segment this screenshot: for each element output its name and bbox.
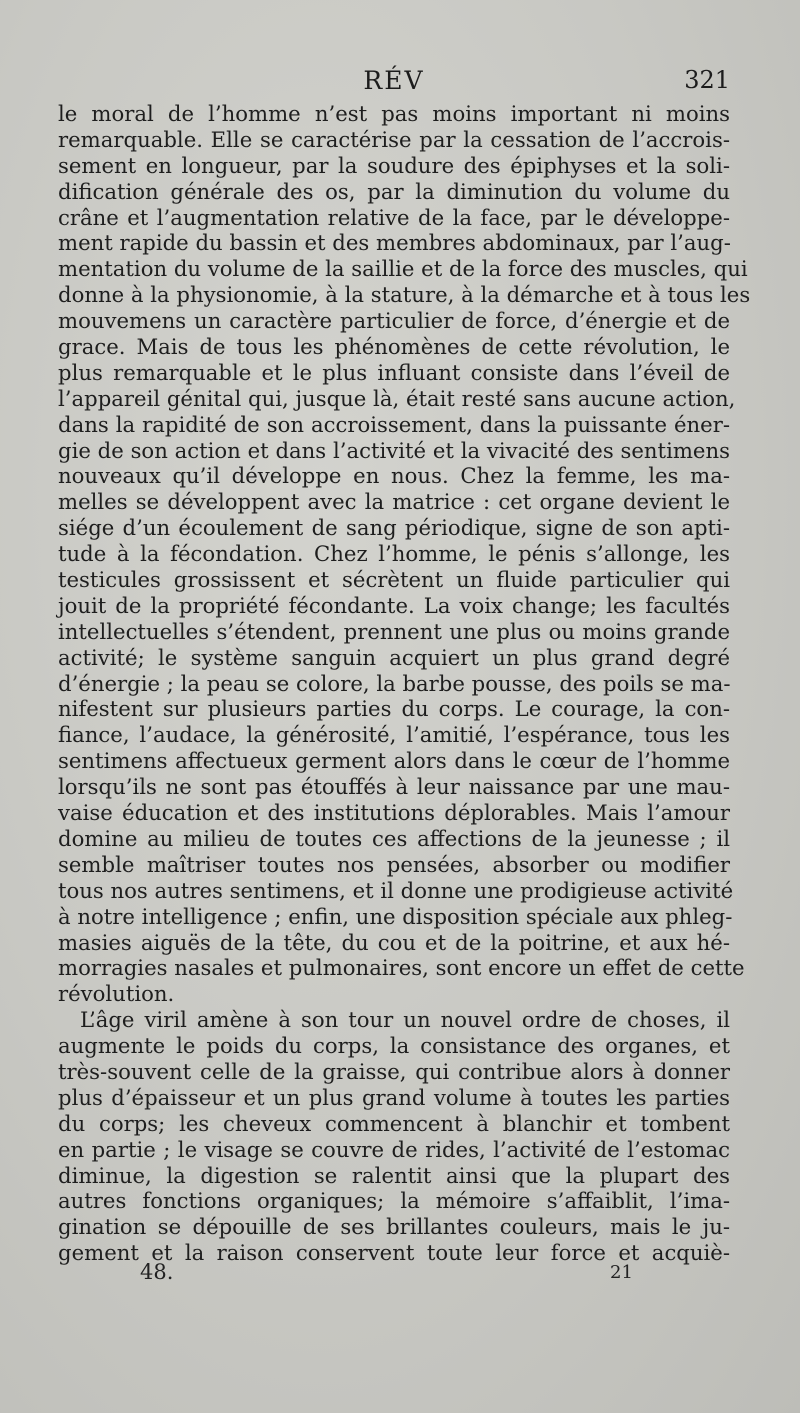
text-line: domine au milieu de toutes ces affections de la jeunesse ; il <box>58 825 730 851</box>
text-line: autres fonctions organiques; la mémoire s’affaiblit, l’ima- <box>58 1188 730 1214</box>
text-line: sentimens affectueux germent alors dans le cœur de l’homme <box>58 748 730 774</box>
text-line: le moral de l’homme n’est pas moins important ni moins <box>58 101 730 126</box>
text-line: jouit de la propriété fécondante. La voix change; les facultés <box>58 592 730 618</box>
running-head <box>58 66 730 102</box>
page-footer <box>58 1260 730 1296</box>
text-line: d’énergie ; la peau se colore, la barbe pousse, des poils se ma- <box>58 670 731 696</box>
text-line: tous nos autres sentimens, et il donne une prodigieuse activité <box>58 877 734 903</box>
signature-mark: 21 <box>610 1262 633 1283</box>
text-line: crâne et l’augmentation relative de la face, par le développe- <box>58 204 730 230</box>
text-line: révolution. <box>58 981 175 1007</box>
text-line: siége d’un écoulement de sang périodique, signe de son apti- <box>58 515 730 541</box>
text-line: semble maîtriser toutes nos pensées, absorber ou modifier <box>58 851 730 877</box>
text-line: melles se développent avec la matrice : cet organe devient le <box>58 489 730 515</box>
text-line: augmente le poids du corps, la consistance des organes, et <box>58 1033 730 1059</box>
text-line: du corps; les cheveux commencent à blanchir et tombent <box>58 1110 730 1136</box>
text-line: en partie ; le visage se couvre de rides, l’activité de l’estomac <box>58 1136 730 1162</box>
text-line: dification générale des os, par la diminution du volume du <box>58 178 730 204</box>
text-line: à notre intelligence ; enfin, une disposition spéciale aux phleg- <box>58 903 733 929</box>
text-line: lorsqu’ils ne sont pas étouffés à leur naissance par une mau- <box>58 774 730 800</box>
text-line: ment rapide du bassin et des membres abdominaux, par l’aug- <box>58 230 731 256</box>
text-line: gination se dépouille de ses brillantes couleurs, mais le ju- <box>58 1214 730 1240</box>
text-line: dans la rapidité de son accroissement, dans la puissante éner- <box>58 411 730 437</box>
text-line: nifestent sur plusieurs parties du corps. Le courage, la con- <box>58 696 730 722</box>
text-line: masies aiguës de la tête, du cou et de la poitrine, et aux hé- <box>58 929 730 955</box>
text-line: tude à la fécondation. Chez l’homme, le pénis s’allonge, les <box>58 541 730 567</box>
text-line: gement et la raison conservent toute leur force et acquiè- <box>58 1240 730 1266</box>
text-line: nouveaux qu’il développe en nous. Chez la femme, les ma- <box>58 463 730 489</box>
text-line: vaise éducation et des institutions déplorables. Mais l’amour <box>58 800 730 826</box>
text-line: intellectuelles s’étendent, prennent une plus ou moins grande <box>58 618 730 644</box>
text-line: fiance, l’audace, la générosité, l’amitié, l’espérance, tous les <box>58 722 730 748</box>
text-line: testicules grossissent et sécrètent un fluide particulier qui <box>58 567 730 593</box>
text-line: activité; le système sanguin acquiert un plus grand degré <box>58 644 730 670</box>
page-number: 321 <box>684 66 730 94</box>
text-line: sement en longueur, par la soudure des épiphyses et la soli- <box>58 152 730 178</box>
text-line: diminue, la digestion se ralentit ainsi que la plupart des <box>58 1162 730 1188</box>
text-line: plus d’épaisseur et un plus grand volume à toutes les parties <box>58 1084 730 1110</box>
text-line: plus remarquable et le plus influant consiste dans l’éveil de <box>58 359 730 385</box>
text-line: l’appareil génital qui, jusque là, était resté sans aucune action, <box>58 385 736 411</box>
text-line: gie de son action et dans l’activité et la vivacité des sentimens <box>58 437 730 463</box>
text-line: L’âge viril amène à son tour un nouvel ordre de choses, il <box>80 1007 730 1033</box>
body-text <box>58 101 751 1266</box>
text-line: morragies nasales et pulmonaires, sont encore un effet de cette <box>58 955 745 981</box>
running-head-title: RÉV <box>363 66 425 95</box>
text-line: très-souvent celle de la graisse, qui contribue alors à donner <box>58 1058 730 1084</box>
text-line: mentation du volume de la saillie et de la force des muscles, qui <box>58 256 748 282</box>
text-line: grace. Mais de tous les phénomènes de cette révolution, le <box>58 334 730 360</box>
text-line: remarquable. Elle se caractérise par la cessation de l’accrois- <box>58 126 730 152</box>
text-line: mouvemens un caractère particulier de force, d’énergie et de <box>58 308 730 334</box>
volume-mark: 48. <box>140 1260 174 1284</box>
text-line: donne à la physionomie, à la stature, à la démarche et à tous les <box>58 282 751 308</box>
